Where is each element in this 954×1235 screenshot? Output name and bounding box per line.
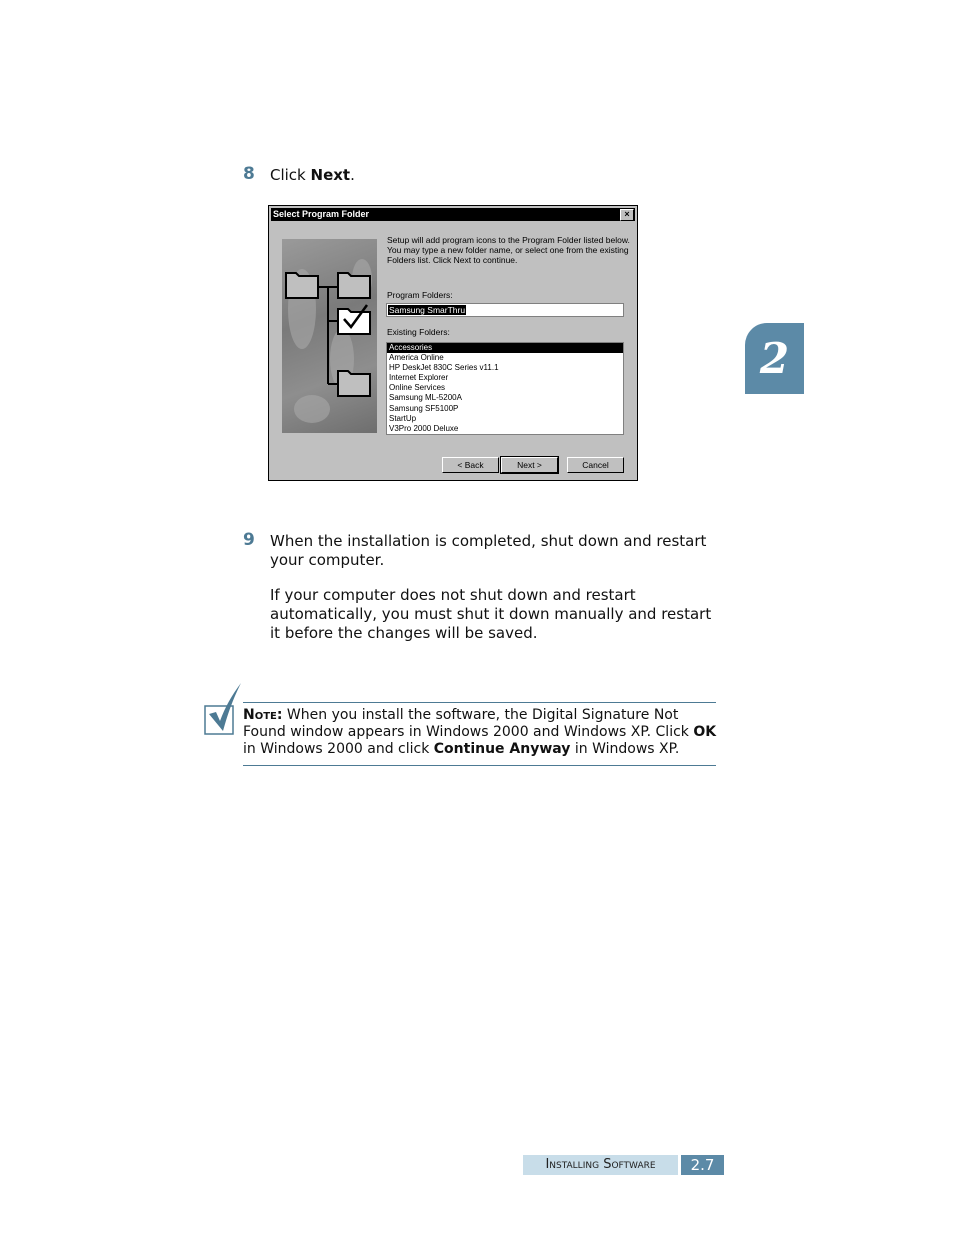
program-folder-input[interactable] [386, 303, 624, 317]
note-top-rule [243, 702, 716, 703]
program-folder-value: Samsung SmarThru [389, 305, 466, 315]
chapter-tab: 2 [745, 323, 804, 394]
dialog-intro-text: Setup will add program icons to the Program Folder listed below. You may type a new folder name, or select one from the existing Folders list. Click Next to continue. [387, 235, 630, 265]
note-text-3: in Windows XP. [570, 741, 680, 757]
note-bold-2: Continue Anyway [433, 741, 571, 757]
back-button[interactable]: < Back [442, 457, 499, 473]
list-item[interactable]: HP DeskJet 830C Series v11.1 [389, 363, 499, 373]
dialog-title: Select Program Folder [273, 209, 370, 219]
footer-section-label: Installing Software [523, 1155, 678, 1175]
checkmark-icon [203, 682, 243, 736]
cancel-button[interactable]: Cancel [567, 457, 624, 473]
note-text [243, 707, 721, 758]
existing-folders-list[interactable] [386, 342, 624, 435]
note-text-1: When you install the software, the Digital Signature Not Found window appears in Windows 2000 and Windows XP. Click [243, 707, 694, 740]
select-program-folder-dialog [268, 205, 638, 481]
list-item[interactable]: StartUp [389, 413, 417, 423]
list-item[interactable]: Samsung ML-5200A [389, 393, 462, 403]
step-8-prefix: Click [270, 166, 311, 184]
next-button[interactable]: Next > [501, 457, 558, 473]
list-item[interactable]: Accessories [387, 343, 623, 353]
step-8-bold: Next [310, 166, 351, 184]
step-9-number: 9 [243, 530, 255, 550]
folder-tree-icon [282, 239, 377, 433]
list-item[interactable]: V3Pro 2000 Deluxe [389, 423, 459, 433]
step-9-text: When the installation is completed, shut down and restart your computer. [270, 532, 707, 569]
program-folders-label: Program Folders: [387, 290, 453, 300]
step-9-followup: If your computer does not shut down and restart automatically, you must shut it down manually and restart it before the changes will be saved. [270, 586, 712, 642]
close-icon: × [624, 209, 630, 219]
folder-tree-illustration [282, 239, 377, 433]
footer-page-number: 2.7 [681, 1155, 724, 1175]
list-item[interactable]: Samsung SF5100P [389, 403, 459, 413]
step-8-suffix: . [350, 166, 355, 184]
note-bold-1: OK [693, 724, 717, 740]
close-button[interactable] [620, 209, 634, 221]
list-item[interactable]: Online Services [389, 383, 446, 393]
list-item[interactable]: America Online [389, 353, 444, 363]
step-8-number: 8 [243, 164, 255, 184]
note-text-2: in Windows 2000 and click [243, 741, 434, 757]
note-bottom-rule [243, 765, 716, 766]
note-heading: Note: [243, 707, 283, 723]
list-item[interactable]: Internet Explorer [389, 373, 449, 383]
step-8-text [270, 166, 355, 185]
existing-folders-label: Existing Folders: [387, 327, 450, 337]
dialog-titlebar [271, 208, 635, 221]
